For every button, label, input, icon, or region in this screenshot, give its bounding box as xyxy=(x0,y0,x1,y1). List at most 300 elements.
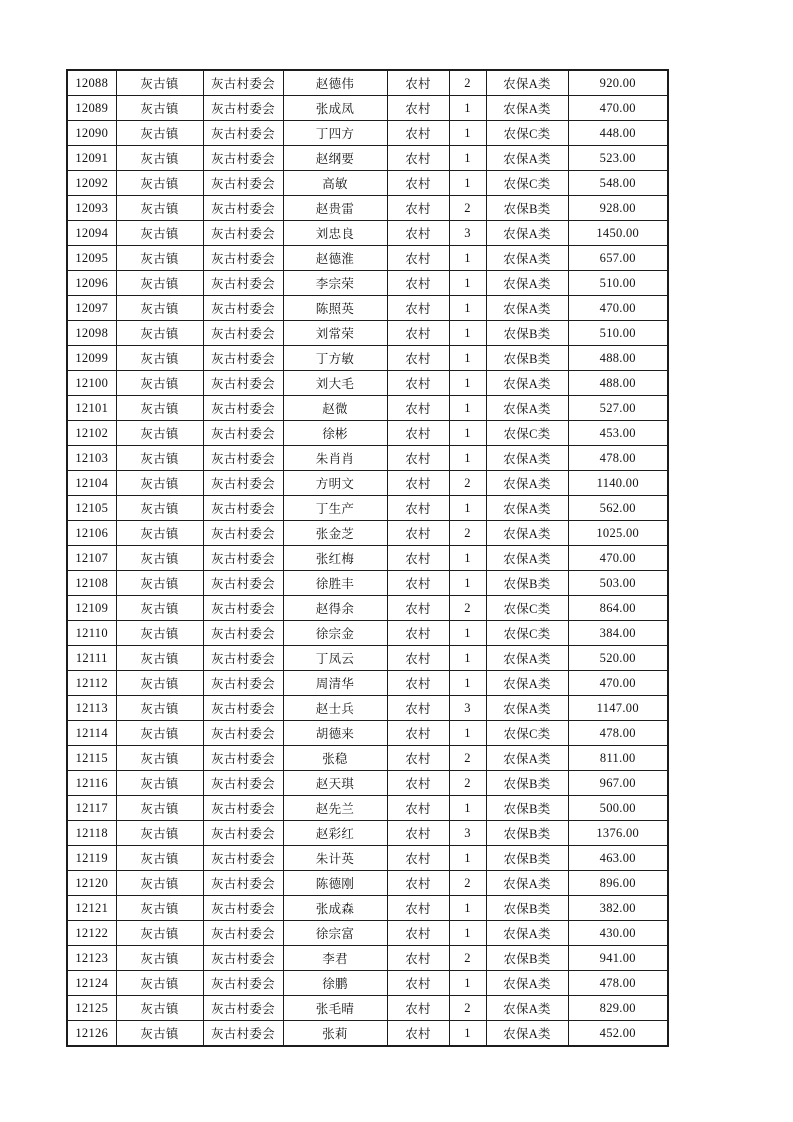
cell-village: 灰古村委会 xyxy=(203,921,283,946)
table-row xyxy=(67,196,668,221)
cell-count: 1 xyxy=(449,646,486,671)
cell-type: 农保A类 xyxy=(486,1021,568,1047)
table-row xyxy=(67,771,668,796)
cell-name: 李君 xyxy=(283,946,387,971)
cell-amount: 510.00 xyxy=(568,321,668,346)
table-row xyxy=(67,696,668,721)
cell-category: 农村 xyxy=(387,496,449,521)
cell-type: 农保A类 xyxy=(486,521,568,546)
cell-amount: 488.00 xyxy=(568,371,668,396)
cell-id: 12116 xyxy=(67,771,116,796)
cell-type: 农保C类 xyxy=(486,121,568,146)
cell-id: 12110 xyxy=(67,621,116,646)
cell-amount: 384.00 xyxy=(568,621,668,646)
cell-type: 农保B类 xyxy=(486,846,568,871)
table-row xyxy=(67,546,668,571)
cell-count: 1 xyxy=(449,146,486,171)
cell-type: 农保A类 xyxy=(486,471,568,496)
cell-town: 灰古镇 xyxy=(116,1021,203,1047)
cell-category: 农村 xyxy=(387,671,449,696)
cell-amount: 941.00 xyxy=(568,946,668,971)
table-row xyxy=(67,1021,668,1047)
cell-town: 灰古镇 xyxy=(116,471,203,496)
cell-type: 农保A类 xyxy=(486,871,568,896)
cell-amount: 430.00 xyxy=(568,921,668,946)
cell-category: 农村 xyxy=(387,921,449,946)
cell-village: 灰古村委会 xyxy=(203,771,283,796)
cell-name: 赵先兰 xyxy=(283,796,387,821)
cell-town: 灰古镇 xyxy=(116,496,203,521)
cell-type: 农保A类 xyxy=(486,221,568,246)
cell-type: 农保A类 xyxy=(486,646,568,671)
cell-type: 农保B类 xyxy=(486,821,568,846)
cell-town: 灰古镇 xyxy=(116,171,203,196)
cell-amount: 478.00 xyxy=(568,446,668,471)
cell-name: 丁方敏 xyxy=(283,346,387,371)
cell-name: 张成凤 xyxy=(283,96,387,121)
cell-count: 1 xyxy=(449,671,486,696)
cell-village: 灰古村委会 xyxy=(203,796,283,821)
cell-village: 灰古村委会 xyxy=(203,221,283,246)
cell-name: 张成森 xyxy=(283,896,387,921)
cell-amount: 864.00 xyxy=(568,596,668,621)
table-row xyxy=(67,171,668,196)
cell-category: 农村 xyxy=(387,721,449,746)
cell-category: 农村 xyxy=(387,821,449,846)
cell-name: 方明文 xyxy=(283,471,387,496)
cell-name: 赵德淮 xyxy=(283,246,387,271)
cell-name: 赵纲要 xyxy=(283,146,387,171)
cell-name: 徐胜丰 xyxy=(283,571,387,596)
cell-id: 12118 xyxy=(67,821,116,846)
cell-type: 农保C类 xyxy=(486,621,568,646)
cell-type: 农保B类 xyxy=(486,346,568,371)
cell-category: 农村 xyxy=(387,271,449,296)
cell-type: 农保A类 xyxy=(486,96,568,121)
cell-name: 张金芝 xyxy=(283,521,387,546)
cell-id: 12090 xyxy=(67,121,116,146)
cell-name: 赵微 xyxy=(283,396,387,421)
cell-category: 农村 xyxy=(387,446,449,471)
cell-id: 12123 xyxy=(67,946,116,971)
cell-town: 灰古镇 xyxy=(116,121,203,146)
cell-amount: 470.00 xyxy=(568,296,668,321)
cell-id: 12088 xyxy=(67,70,116,96)
cell-count: 1 xyxy=(449,546,486,571)
cell-name: 丁四方 xyxy=(283,121,387,146)
cell-amount: 1140.00 xyxy=(568,471,668,496)
cell-town: 灰古镇 xyxy=(116,296,203,321)
cell-name: 朱肖肖 xyxy=(283,446,387,471)
cell-type: 农保B类 xyxy=(486,571,568,596)
cell-village: 灰古村委会 xyxy=(203,346,283,371)
cell-id: 12092 xyxy=(67,171,116,196)
cell-id: 12095 xyxy=(67,246,116,271)
cell-village: 灰古村委会 xyxy=(203,596,283,621)
cell-count: 2 xyxy=(449,746,486,771)
cell-category: 农村 xyxy=(387,421,449,446)
cell-village: 灰古村委会 xyxy=(203,446,283,471)
cell-count: 2 xyxy=(449,521,486,546)
cell-count: 2 xyxy=(449,471,486,496)
cell-amount: 503.00 xyxy=(568,571,668,596)
cell-town: 灰古镇 xyxy=(116,996,203,1021)
cell-name: 张毛晴 xyxy=(283,996,387,1021)
cell-village: 灰古村委会 xyxy=(203,496,283,521)
cell-town: 灰古镇 xyxy=(116,896,203,921)
cell-id: 12115 xyxy=(67,746,116,771)
cell-amount: 1376.00 xyxy=(568,821,668,846)
table-row xyxy=(67,396,668,421)
cell-name: 张莉 xyxy=(283,1021,387,1047)
cell-amount: 470.00 xyxy=(568,96,668,121)
cell-town: 灰古镇 xyxy=(116,371,203,396)
cell-name: 丁凤云 xyxy=(283,646,387,671)
cell-type: 农保B类 xyxy=(486,321,568,346)
cell-name: 徐彬 xyxy=(283,421,387,446)
table-row xyxy=(67,746,668,771)
table-row xyxy=(67,871,668,896)
cell-id: 12119 xyxy=(67,846,116,871)
cell-name: 陈德刚 xyxy=(283,871,387,896)
cell-category: 农村 xyxy=(387,771,449,796)
cell-id: 12120 xyxy=(67,871,116,896)
cell-count: 1 xyxy=(449,371,486,396)
cell-type: 农保B类 xyxy=(486,946,568,971)
cell-amount: 453.00 xyxy=(568,421,668,446)
table-body xyxy=(67,70,668,1046)
cell-category: 农村 xyxy=(387,396,449,421)
table-row xyxy=(67,521,668,546)
table-row xyxy=(67,246,668,271)
cell-count: 1 xyxy=(449,921,486,946)
cell-type: 农保B类 xyxy=(486,896,568,921)
cell-village: 灰古村委会 xyxy=(203,571,283,596)
cell-count: 1 xyxy=(449,1021,486,1047)
cell-id: 12102 xyxy=(67,421,116,446)
cell-town: 灰古镇 xyxy=(116,646,203,671)
cell-id: 12089 xyxy=(67,96,116,121)
table-row xyxy=(67,70,668,96)
cell-village: 灰古村委会 xyxy=(203,946,283,971)
cell-amount: 470.00 xyxy=(568,671,668,696)
cell-village: 灰古村委会 xyxy=(203,896,283,921)
cell-town: 灰古镇 xyxy=(116,421,203,446)
cell-village: 灰古村委会 xyxy=(203,70,283,96)
cell-type: 农保A类 xyxy=(486,496,568,521)
cell-id: 12117 xyxy=(67,796,116,821)
cell-count: 2 xyxy=(449,596,486,621)
cell-amount: 478.00 xyxy=(568,971,668,996)
cell-town: 灰古镇 xyxy=(116,921,203,946)
cell-type: 农保A类 xyxy=(486,921,568,946)
cell-category: 农村 xyxy=(387,696,449,721)
cell-town: 灰古镇 xyxy=(116,146,203,171)
table-row xyxy=(67,571,668,596)
cell-id: 12104 xyxy=(67,471,116,496)
table-row xyxy=(67,296,668,321)
cell-amount: 527.00 xyxy=(568,396,668,421)
cell-id: 12122 xyxy=(67,921,116,946)
cell-town: 灰古镇 xyxy=(116,346,203,371)
cell-category: 农村 xyxy=(387,321,449,346)
cell-category: 农村 xyxy=(387,246,449,271)
cell-amount: 382.00 xyxy=(568,896,668,921)
cell-type: 农保A类 xyxy=(486,746,568,771)
cell-type: 农保A类 xyxy=(486,246,568,271)
cell-village: 灰古村委会 xyxy=(203,121,283,146)
cell-town: 灰古镇 xyxy=(116,521,203,546)
cell-type: 农保A类 xyxy=(486,371,568,396)
table-row xyxy=(67,121,668,146)
cell-name: 刘常荣 xyxy=(283,321,387,346)
cell-town: 灰古镇 xyxy=(116,721,203,746)
cell-town: 灰古镇 xyxy=(116,396,203,421)
cell-town: 灰古镇 xyxy=(116,621,203,646)
table-row xyxy=(67,371,668,396)
cell-town: 灰古镇 xyxy=(116,70,203,96)
cell-name: 李宗荣 xyxy=(283,271,387,296)
cell-id: 12107 xyxy=(67,546,116,571)
cell-amount: 510.00 xyxy=(568,271,668,296)
cell-id: 12124 xyxy=(67,971,116,996)
cell-count: 1 xyxy=(449,446,486,471)
cell-town: 灰古镇 xyxy=(116,221,203,246)
cell-name: 刘大毛 xyxy=(283,371,387,396)
cell-count: 1 xyxy=(449,971,486,996)
table-row xyxy=(67,946,668,971)
cell-amount: 928.00 xyxy=(568,196,668,221)
cell-category: 农村 xyxy=(387,996,449,1021)
cell-category: 农村 xyxy=(387,646,449,671)
cell-village: 灰古村委会 xyxy=(203,96,283,121)
cell-id: 12105 xyxy=(67,496,116,521)
cell-village: 灰古村委会 xyxy=(203,396,283,421)
cell-count: 1 xyxy=(449,296,486,321)
cell-id: 12093 xyxy=(67,196,116,221)
cell-id: 12113 xyxy=(67,696,116,721)
table-row xyxy=(67,221,668,246)
cell-name: 丁生产 xyxy=(283,496,387,521)
cell-id: 12121 xyxy=(67,896,116,921)
cell-amount: 829.00 xyxy=(568,996,668,1021)
cell-name: 张红梅 xyxy=(283,546,387,571)
cell-town: 灰古镇 xyxy=(116,821,203,846)
cell-category: 农村 xyxy=(387,546,449,571)
table-row xyxy=(67,446,668,471)
table-row xyxy=(67,821,668,846)
cell-count: 2 xyxy=(449,70,486,96)
cell-name: 赵天琪 xyxy=(283,771,387,796)
table-row xyxy=(67,971,668,996)
table-row xyxy=(67,921,668,946)
cell-name: 徐宗金 xyxy=(283,621,387,646)
cell-count: 1 xyxy=(449,96,486,121)
cell-town: 灰古镇 xyxy=(116,446,203,471)
cell-village: 灰古村委会 xyxy=(203,871,283,896)
cell-category: 农村 xyxy=(387,571,449,596)
cell-type: 农保A类 xyxy=(486,546,568,571)
cell-amount: 463.00 xyxy=(568,846,668,871)
cell-type: 农保A类 xyxy=(486,70,568,96)
cell-type: 农保A类 xyxy=(486,696,568,721)
cell-name: 刘忠良 xyxy=(283,221,387,246)
cell-type: 农保A类 xyxy=(486,971,568,996)
cell-id: 12103 xyxy=(67,446,116,471)
cell-village: 灰古村委会 xyxy=(203,296,283,321)
cell-village: 灰古村委会 xyxy=(203,171,283,196)
cell-category: 农村 xyxy=(387,121,449,146)
cell-amount: 523.00 xyxy=(568,146,668,171)
cell-town: 灰古镇 xyxy=(116,871,203,896)
cell-amount: 470.00 xyxy=(568,546,668,571)
cell-name: 赵得余 xyxy=(283,596,387,621)
cell-category: 农村 xyxy=(387,471,449,496)
cell-town: 灰古镇 xyxy=(116,971,203,996)
cell-town: 灰古镇 xyxy=(116,596,203,621)
cell-type: 农保B类 xyxy=(486,796,568,821)
cell-type: 农保B类 xyxy=(486,196,568,221)
cell-category: 农村 xyxy=(387,846,449,871)
cell-amount: 811.00 xyxy=(568,746,668,771)
cell-village: 灰古村委会 xyxy=(203,646,283,671)
cell-town: 灰古镇 xyxy=(116,671,203,696)
cell-town: 灰古镇 xyxy=(116,96,203,121)
cell-village: 灰古村委会 xyxy=(203,746,283,771)
cell-id: 12111 xyxy=(67,646,116,671)
cell-village: 灰古村委会 xyxy=(203,696,283,721)
cell-type: 农保A类 xyxy=(486,671,568,696)
table-row xyxy=(67,96,668,121)
cell-count: 1 xyxy=(449,321,486,346)
cell-village: 灰古村委会 xyxy=(203,246,283,271)
cell-village: 灰古村委会 xyxy=(203,321,283,346)
cell-amount: 478.00 xyxy=(568,721,668,746)
cell-count: 1 xyxy=(449,171,486,196)
table-row xyxy=(67,596,668,621)
cell-village: 灰古村委会 xyxy=(203,521,283,546)
cell-amount: 920.00 xyxy=(568,70,668,96)
cell-amount: 452.00 xyxy=(568,1021,668,1047)
cell-name: 赵士兵 xyxy=(283,696,387,721)
cell-count: 1 xyxy=(449,721,486,746)
table-row xyxy=(67,846,668,871)
cell-category: 农村 xyxy=(387,946,449,971)
cell-count: 3 xyxy=(449,221,486,246)
table-row xyxy=(67,996,668,1021)
table-row xyxy=(67,471,668,496)
cell-name: 胡德来 xyxy=(283,721,387,746)
cell-category: 农村 xyxy=(387,621,449,646)
cell-village: 灰古村委会 xyxy=(203,146,283,171)
pension-records-table xyxy=(66,69,669,1047)
cell-count: 2 xyxy=(449,871,486,896)
cell-name: 陈照英 xyxy=(283,296,387,321)
cell-count: 1 xyxy=(449,496,486,521)
cell-amount: 562.00 xyxy=(568,496,668,521)
cell-category: 农村 xyxy=(387,896,449,921)
cell-id: 12106 xyxy=(67,521,116,546)
table-row xyxy=(67,671,668,696)
cell-amount: 520.00 xyxy=(568,646,668,671)
cell-village: 灰古村委会 xyxy=(203,846,283,871)
cell-village: 灰古村委会 xyxy=(203,1021,283,1047)
cell-town: 灰古镇 xyxy=(116,246,203,271)
cell-amount: 896.00 xyxy=(568,871,668,896)
cell-name: 朱计英 xyxy=(283,846,387,871)
cell-village: 灰古村委会 xyxy=(203,671,283,696)
cell-type: 农保A类 xyxy=(486,271,568,296)
cell-village: 灰古村委会 xyxy=(203,546,283,571)
cell-type: 农保A类 xyxy=(486,296,568,321)
cell-type: 农保A类 xyxy=(486,446,568,471)
cell-category: 农村 xyxy=(387,1021,449,1047)
cell-town: 灰古镇 xyxy=(116,946,203,971)
cell-id: 12125 xyxy=(67,996,116,1021)
cell-count: 3 xyxy=(449,821,486,846)
cell-name: 徐宗富 xyxy=(283,921,387,946)
table-row xyxy=(67,321,668,346)
cell-type: 农保C类 xyxy=(486,596,568,621)
cell-amount: 548.00 xyxy=(568,171,668,196)
cell-name: 高敏 xyxy=(283,171,387,196)
cell-category: 农村 xyxy=(387,871,449,896)
table-row xyxy=(67,421,668,446)
cell-type: 农保A类 xyxy=(486,396,568,421)
cell-count: 1 xyxy=(449,396,486,421)
cell-type: 农保C类 xyxy=(486,171,568,196)
cell-village: 灰古村委会 xyxy=(203,421,283,446)
cell-id: 12109 xyxy=(67,596,116,621)
cell-type: 农保A类 xyxy=(486,996,568,1021)
cell-category: 农村 xyxy=(387,346,449,371)
cell-category: 农村 xyxy=(387,221,449,246)
cell-village: 灰古村委会 xyxy=(203,471,283,496)
cell-count: 2 xyxy=(449,196,486,221)
cell-type: 农保C类 xyxy=(486,721,568,746)
cell-town: 灰古镇 xyxy=(116,796,203,821)
cell-category: 农村 xyxy=(387,746,449,771)
cell-town: 灰古镇 xyxy=(116,271,203,296)
cell-town: 灰古镇 xyxy=(116,321,203,346)
cell-id: 12098 xyxy=(67,321,116,346)
cell-category: 农村 xyxy=(387,146,449,171)
table-row xyxy=(67,896,668,921)
cell-category: 农村 xyxy=(387,371,449,396)
cell-id: 12096 xyxy=(67,271,116,296)
cell-category: 农村 xyxy=(387,971,449,996)
cell-town: 灰古镇 xyxy=(116,771,203,796)
cell-count: 2 xyxy=(449,996,486,1021)
table-row xyxy=(67,721,668,746)
cell-id: 12108 xyxy=(67,571,116,596)
cell-category: 农村 xyxy=(387,596,449,621)
table-row xyxy=(67,496,668,521)
cell-town: 灰古镇 xyxy=(116,846,203,871)
table-row xyxy=(67,271,668,296)
cell-amount: 1147.00 xyxy=(568,696,668,721)
table-row xyxy=(67,796,668,821)
cell-count: 1 xyxy=(449,571,486,596)
cell-id: 12100 xyxy=(67,371,116,396)
cell-category: 农村 xyxy=(387,70,449,96)
cell-village: 灰古村委会 xyxy=(203,821,283,846)
cell-count: 1 xyxy=(449,796,486,821)
cell-id: 12094 xyxy=(67,221,116,246)
table-row xyxy=(67,146,668,171)
cell-count: 1 xyxy=(449,246,486,271)
cell-count: 1 xyxy=(449,621,486,646)
